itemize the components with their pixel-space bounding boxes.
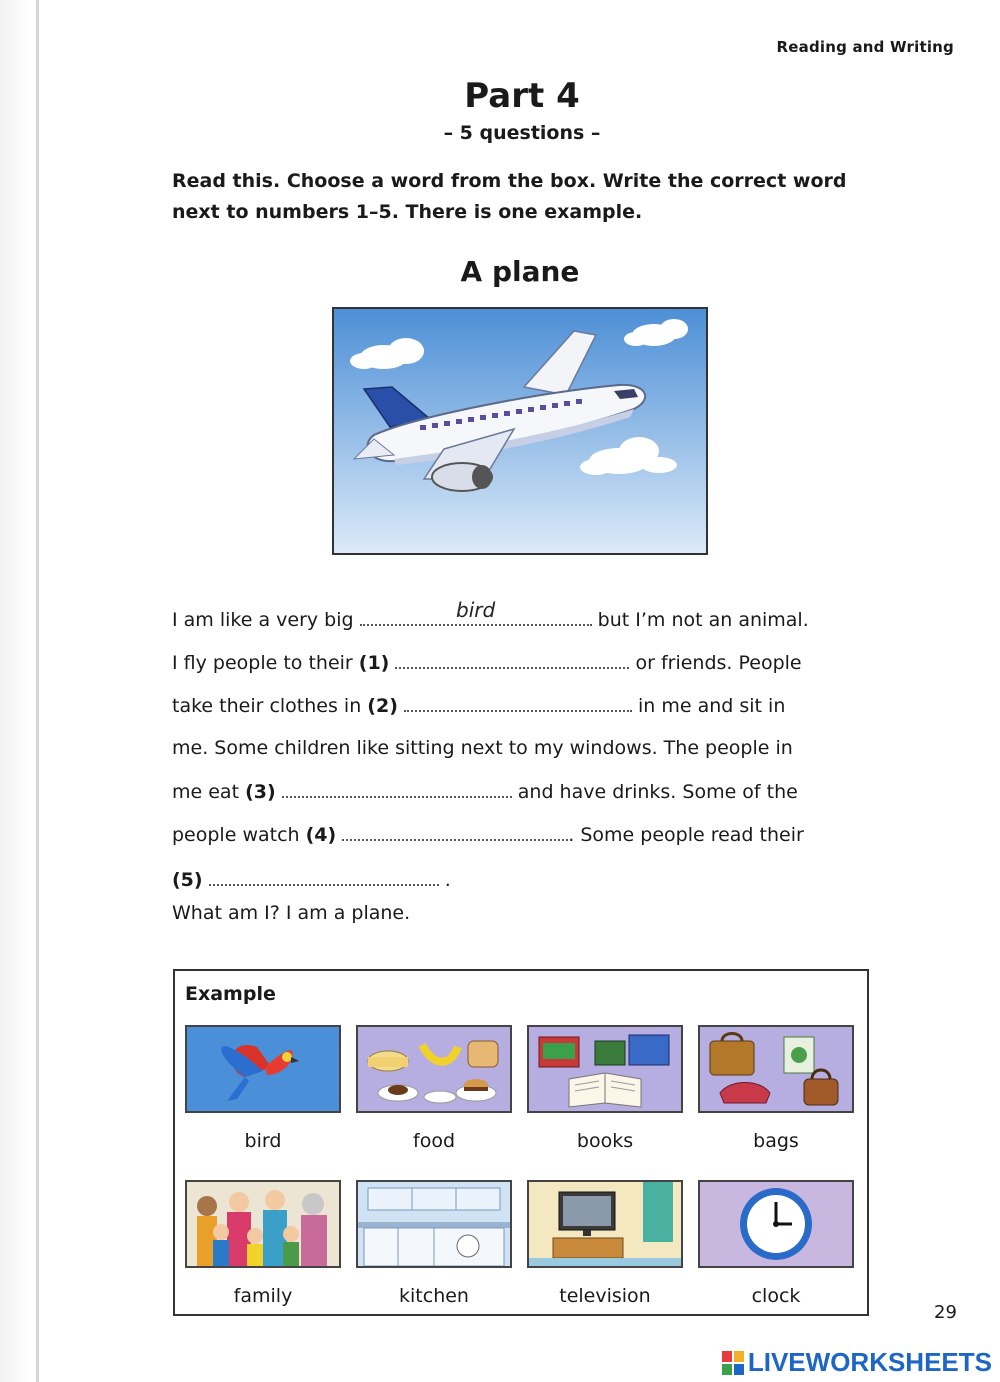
story-line-1a: I am like a very big <box>172 609 354 631</box>
story-line-7b: . <box>444 869 451 891</box>
story-line-5b: and have drinks. Some of the <box>517 781 798 803</box>
word-card-television <box>527 1180 683 1307</box>
instructions: Read this. Choose a word from the box. Write the correct word next to numbers 1–5. There is one example. <box>172 170 847 223</box>
clock-picture <box>698 1180 854 1268</box>
story-title: A plane <box>460 255 580 288</box>
answer-blank-4[interactable] <box>342 823 568 841</box>
word-kitchen: kitchen <box>399 1285 469 1307</box>
word-card-books <box>527 1025 683 1152</box>
bird-picture <box>185 1025 341 1113</box>
question-number-4: (4) <box>305 824 337 846</box>
story-line-1b: but I’m not an animal. <box>597 609 809 631</box>
answer-blank-3[interactable] <box>282 780 512 798</box>
word-card-clock <box>698 1180 854 1307</box>
liveworksheets-logo[interactable] <box>722 1347 992 1378</box>
example-label: Example <box>185 983 276 1005</box>
page-number: 29 <box>934 1302 957 1323</box>
food-picture <box>356 1025 512 1113</box>
story-line-2a: I fly people to their <box>172 652 353 674</box>
story-line-6b: . Some people read their <box>568 824 804 846</box>
word-television: television <box>559 1285 651 1307</box>
question-number-5: (5) <box>172 869 203 891</box>
kitchen-picture <box>356 1180 512 1268</box>
word-books: books <box>576 1130 634 1152</box>
plane-illustration <box>332 307 708 555</box>
brand-name: LIVEWORKSHEETS <box>747 1347 992 1377</box>
word-clock: clock <box>751 1285 801 1307</box>
word-card-food <box>356 1025 512 1152</box>
part-title: Part 4 <box>464 76 580 116</box>
bags-picture <box>698 1025 854 1113</box>
answer-blank-2[interactable] <box>404 694 632 712</box>
word-bags: bags <box>753 1130 799 1152</box>
question-number-2: (2) <box>367 695 398 717</box>
word-card-bird <box>185 1025 341 1152</box>
story-line-3a: take their clothes in <box>172 695 362 717</box>
story-line-6a: people watch <box>172 824 300 846</box>
section-label: Reading and Writing <box>776 38 954 56</box>
word-bird: bird <box>244 1130 282 1152</box>
word-card-kitchen <box>356 1180 512 1307</box>
answer-blank-5[interactable] <box>209 868 439 886</box>
answer-blank-1[interactable] <box>395 651 629 669</box>
logo-mark-icon <box>722 1351 744 1375</box>
story-line-3b: in me and sit in <box>637 695 786 717</box>
word-card-bags <box>698 1025 854 1152</box>
question-number-1: (1) <box>358 652 390 674</box>
word-card-family <box>185 1180 341 1307</box>
example-answer-blank <box>360 598 592 626</box>
story-line-2b: or friends. People <box>635 652 802 674</box>
story-line-5a: me eat <box>172 781 240 803</box>
television-picture <box>527 1180 683 1268</box>
part-subtitle: – 5 questions – <box>443 122 601 144</box>
word-box <box>173 969 869 1316</box>
story-line-8: What am I? I am a plane. <box>172 902 411 924</box>
family-picture <box>185 1180 341 1268</box>
page-edge-shadow <box>0 0 30 1382</box>
example-answer: bird <box>456 598 496 622</box>
page-binding-line <box>36 0 39 1382</box>
story-line-4: me. Some children like sitting next to my windows. The people in <box>172 737 793 759</box>
word-family: family <box>233 1285 293 1307</box>
books-picture <box>527 1025 683 1113</box>
question-number-3: (3) <box>245 781 276 803</box>
word-food: food <box>413 1130 455 1152</box>
